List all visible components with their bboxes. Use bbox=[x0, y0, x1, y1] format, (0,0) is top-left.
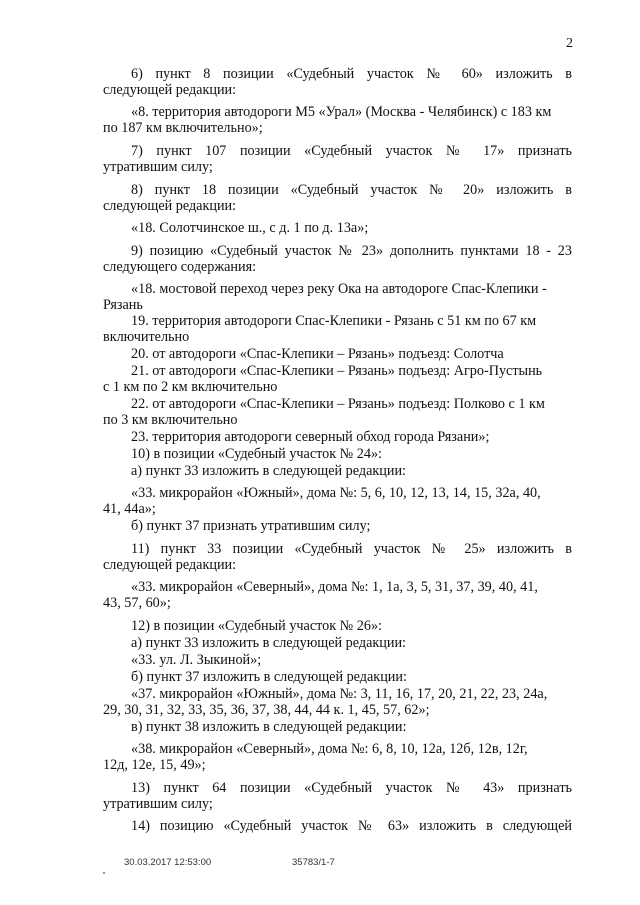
text-line: следующей редакции: bbox=[103, 82, 237, 98]
footer-timestamp: 30.03.2017 12:53:00 bbox=[124, 857, 212, 868]
text-line: 23. территория автодороги северный обход города Рязани»; bbox=[131, 429, 490, 445]
text-line: «37. микрорайон «Южный», дома №: 3, 11, 16, 17, 20, 21, 22, 23, 24а, bbox=[131, 686, 548, 702]
text-line: 10) в позиции «Судебный участок № 24»: bbox=[131, 446, 382, 462]
text-line: 13) пункт 64 позиции «Судебный участок № 43» признать bbox=[131, 780, 572, 796]
text-line: б) пункт 37 признать утратившим силу; bbox=[131, 518, 371, 534]
page-number: 2 bbox=[566, 36, 573, 51]
text-line: б) пункт 37 изложить в следующей редакции: bbox=[131, 669, 407, 685]
text-line: с 1 км по 2 км включительно bbox=[103, 379, 278, 395]
text-line: 11) пункт 33 позиции «Судебный участок № 25» изложить в bbox=[131, 541, 572, 557]
text-line: следующего содержания: bbox=[103, 259, 257, 275]
text-line: следующей редакции: bbox=[103, 557, 237, 573]
text-line: «38. микрорайон «Северный», дома №: 6, 8, 10, 12а, 12б, 12в, 12г, bbox=[131, 741, 528, 757]
text-line: «8. территория автодороги М5 «Урал» (Москва - Челябинск) с 183 км bbox=[131, 104, 552, 120]
text-line: 6) пункт 8 позиции «Судебный участок № 60» изложить в bbox=[131, 66, 572, 82]
text-line: 21. от автодороги «Спас-Клепики – Рязань» подъезд: Агро-Пустынь bbox=[131, 363, 543, 379]
text-line: 41, 44а»; bbox=[103, 501, 156, 517]
text-line: по 3 км включительно bbox=[103, 412, 238, 428]
text-line: включительно bbox=[103, 329, 190, 345]
text-line: 14) позицию «Судебный участок № 63» изложить в следующей bbox=[131, 818, 572, 834]
text-line: утратившим силу; bbox=[103, 159, 213, 175]
text-line: по 187 км включительно»; bbox=[103, 120, 263, 136]
text-line: в) пункт 38 изложить в следующей редакции: bbox=[131, 719, 407, 735]
text-line: 12) в позиции «Судебный участок № 26»: bbox=[131, 618, 382, 634]
text-line: «18. мостовой переход через реку Ока на автодороге Спас-Клепики - bbox=[131, 281, 547, 297]
scan-mark bbox=[103, 872, 105, 874]
text-line: 29, 30, 31, 32, 33, 35, 36, 37, 38, 44, 44 к. 1, 45, 57, 62»; bbox=[103, 702, 430, 718]
text-line: 22. от автодороги «Спас-Клепики – Рязань» подъезд: Полково с 1 км bbox=[131, 396, 545, 412]
text-line: 20. от автодороги «Спас-Клепики – Рязань» подъезд: Солотча bbox=[131, 346, 504, 362]
footer-doc-code: 35783/1-7 bbox=[292, 857, 335, 868]
text-line: 9) позицию «Судебный участок № 23» дополнить пунктами 18 - 23 bbox=[131, 243, 572, 259]
text-line: «18. Солотчинское ш., с д. 1 по д. 13а»; bbox=[131, 220, 369, 236]
text-line: а) пункт 33 изложить в следующей редакции: bbox=[131, 635, 406, 651]
text-line: а) пункт 33 изложить в следующей редакции: bbox=[131, 463, 406, 479]
text-line: «33. микрорайон «Северный», дома №: 1, 1а, 3, 5, 31, 37, 39, 40, 41, bbox=[131, 579, 538, 595]
text-line: следующей редакции: bbox=[103, 198, 237, 214]
text-line: 8) пункт 18 позиции «Судебный участок № 20» изложить в bbox=[131, 182, 572, 198]
text-line: 43, 57, 60»; bbox=[103, 595, 171, 611]
text-line: Рязань bbox=[103, 297, 143, 313]
text-line: «33. ул. Л. Зыкиной»; bbox=[131, 652, 262, 668]
text-line: утратившим силу; bbox=[103, 796, 213, 812]
text-line: 19. территория автодороги Спас-Клепики - Рязань с 51 км по 67 км bbox=[131, 313, 537, 329]
text-line: 7) пункт 107 позиции «Судебный участок № 17» признать bbox=[131, 143, 572, 159]
text-line: 12д, 12е, 15, 49»; bbox=[103, 757, 206, 773]
text-line: «33. микрорайон «Южный», дома №: 5, 6, 10, 12, 13, 14, 15, 32а, 40, bbox=[131, 485, 541, 501]
